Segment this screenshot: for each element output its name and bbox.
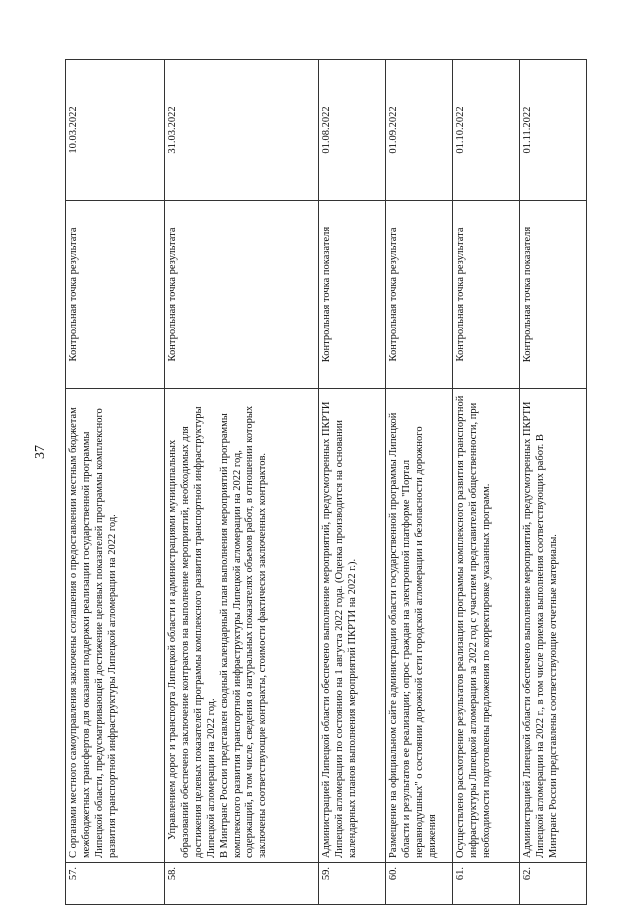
row-date: 01.11.2022 (520, 60, 587, 201)
row-date: 01.09.2022 (386, 60, 453, 201)
schedule-table (65, 59, 587, 905)
row-number: 59. (319, 863, 386, 905)
row-date: 31.03.2022 (165, 60, 319, 201)
row-date: 01.08.2022 (319, 60, 386, 201)
row-description: Осуществлено рассмотрение результатов реализации программы комплексного развития транспортной инфраструктуры Липецкой агломерации за 2022 год с участием представителей общественности, при необходимости подготовлены предложения по корректировке указанных программ. (453, 389, 520, 863)
table-row (520, 60, 587, 905)
row-type: Контрольная точка показателя (319, 201, 386, 389)
table-row (386, 60, 453, 905)
table-row (165, 60, 319, 905)
page-number: 37 (33, 445, 48, 459)
row-type: Контрольная точка результата (386, 201, 453, 389)
row-number: 61. (453, 863, 520, 905)
row-number: 60. (386, 863, 453, 905)
row-type: Контрольная точка показателя (520, 201, 587, 389)
row-number: 58. (165, 863, 319, 905)
row-description: Администрацией Липецкой области обеспечено выполнение мероприятий, предусмотренных ПКРТИ Липецкой агломерации по состоянию на 1 августа 2022 года. (Оценка производится на основании календарных планов выполнения мероприятий ПКРТИ на 2022 г.). (319, 389, 386, 863)
row-description-part-2: В Минтранс России представлен сводный календарный план выполнения мероприятий программы комплексного развития транспортной инфраструктуры Липецкой агломерации на 2022 год, содержащий, в том числе, сведения о натуральных показателях объемов работ, в отношении которых заключены соответствующие контракты, стоимости фактически заключенных контрактов. (218, 405, 269, 858)
row-number: 57. (66, 863, 165, 905)
row-number: 62. (520, 863, 587, 905)
row-description (165, 389, 319, 863)
table-row (319, 60, 386, 905)
table-row (66, 60, 165, 905)
row-description: Размещение на официальном сайте администрации области государственной программы Липецкой области и результатов ее реализации; опрос граждан на электронной платформе "Портал неравнодушных" о состоянии дорожной сети городской агломерации и безопасности дорожного движения (386, 389, 453, 863)
row-date: 10.03.2022 (66, 60, 165, 201)
row-type: Контрольная точка результата (66, 201, 165, 389)
table-row (453, 60, 520, 905)
row-date: 01.10.2022 (453, 60, 520, 201)
row-description-part-1: Управлением дорог и транспорта Липецкой области и администрациями муниципальных образований обеспечено заключение контрактов на выполнение мероприятий, необходимых для достижения целевых показателей программы комплексного развития транспортной инфраструктуры Липецкой агломерации на 2022 год. (167, 406, 217, 858)
row-description: С органами местного самоуправления заключены соглашения о предоставлении местным бюджетам межбюджетных трансфертов для оказания поддержки реализации государственной программы Липецкой области, предусматривающей достижение целевых показателей программы комплексного развития транспортной инфраструктуры Липецкой агломерации на 2022 год. (66, 389, 165, 863)
row-type: Контрольная точка результата (165, 201, 319, 389)
row-type: Контрольная точка результата (453, 201, 520, 389)
row-description: Администрацией Липецкой области обеспечено выполнение мероприятий, предусмотренных ПКРТИ Липецкой агломерации на 2022 г., в том числе приемка выполнения соответствующих работ. В Минтранс России представлены соответствующие отчетные материалы. (520, 389, 587, 863)
